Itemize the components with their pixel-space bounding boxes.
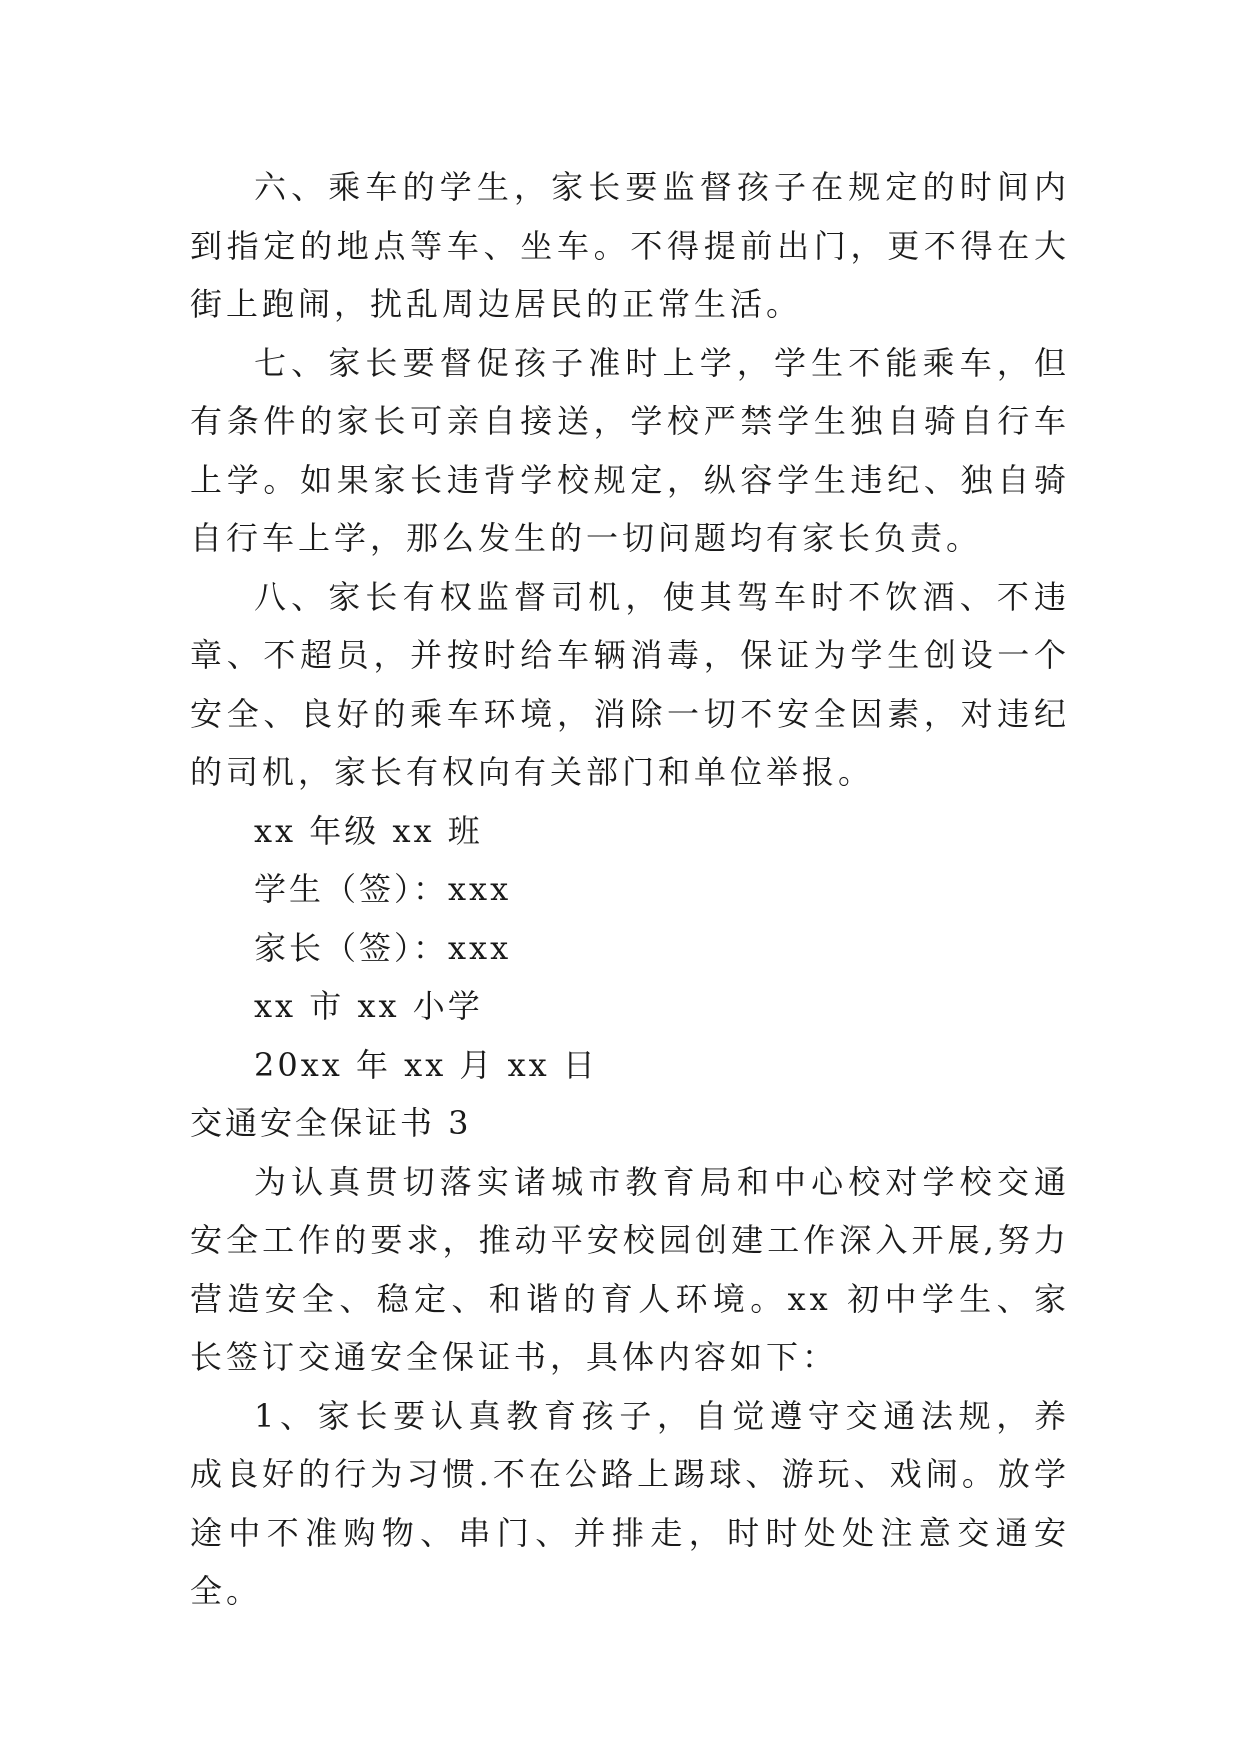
paragraph-item-8: 八、家长有权监督司机，使其驾车时不饮酒、不违章、不超员，并按时给车辆消毒，保证为学生创设一个安全、良好的乘车环境，消除一切不安全因素，对违纪的司机，家长有权向有关部门和单位举报。 [190,577,1070,791]
paragraph-item-6: 六、乘车的学生，家长要监督孩子在规定的时间内到指定的地点等车、坐车。不得提前出门，更不得在大街上跑闹，扰乱周边居民的正常生活。 [190,168,1070,323]
intro-paragraph: 为认真贯切落实诸城市教育局和中心校对学校交通安全工作的要求，推动平安校园创建工作深入开展,努力营造安全、稳定、和谐的育人环境。xx 初中学生、家长签订交通安全保证书，具体内容如下： [190,1162,1070,1376]
parent-signature: 家长（签）：xxx [254,928,512,967]
school-name: xx 市 xx 小学 [254,987,483,1025]
class-line: xx 年级 xx 班 [254,811,483,850]
document-body [190,158,1070,1621]
section-title: 交通安全保证书 3 [190,1104,472,1142]
student-signature: 学生（签）：xxx [254,870,512,908]
paragraph-item-7: 七、家长要督促孩子准时上学，学生不能乘车，但有条件的家长可亲自接送，学校严禁学生独自骑自行车上学。如果家长违背学校规定，纵容学生违纪、独自骑自行车上学，那么发生的一切问题均有家长负责。 [190,343,1070,557]
sign-date: 20xx 年 xx 月 xx 日 [254,1045,598,1084]
paragraph-item-1: 1、家长要认真教育孩子，自觉遵守交通法规，养成良好的行为习惯.不在公路上踢球、游玩、戏闹。放学途中不准购物、串门、并排走，时时处处注意交通安全。 [190,1396,1070,1610]
signature-block [190,802,1070,1095]
